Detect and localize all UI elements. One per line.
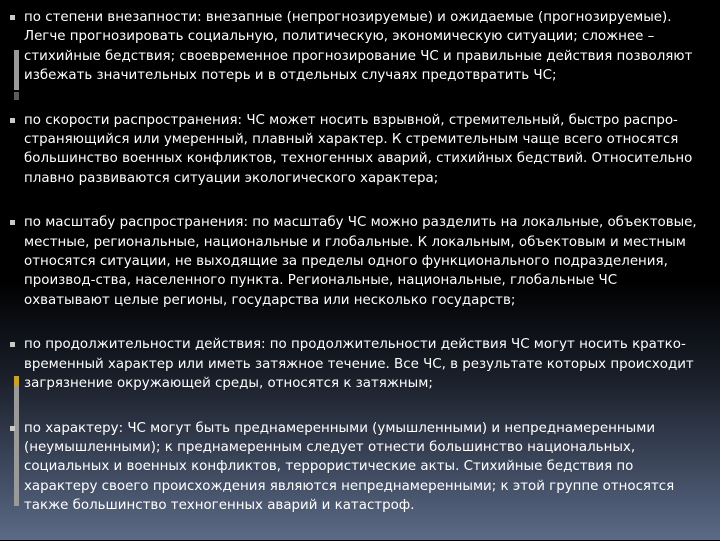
- bullet-item: [10, 335, 706, 393]
- bullet-text: по характеру: ЧС могут быть преднамеренными (умышленными) и непреднамеренными (неумышленными); к преднамеренным следует отнести большинство национальных, социальных и военных конфликтов, террористические акты. Стихийные бедствия по характеру своего происхождения являются непреднамеренными; к этой группе относятся также большинство техногенных аварий и катастроф.: [24, 420, 675, 514]
- bullet-text: по степени внезапности: внезапные (непрогнозируемые) и ожидаемые (прогнозируемые). Легче прогнозировать социальную, политическую, экономическую ситуации; сложнее – стихийные бедствия; своевременное прогнозирование ЧС и правильные действия позволяют избежать значительных потерь и в отдельных случаях предотвратить ЧС;: [24, 10, 693, 84]
- bullet-item: [10, 419, 706, 516]
- bullet-square-icon: [10, 342, 15, 347]
- slide-bullet-list: [10, 8, 706, 541]
- bullet-square-icon: [10, 426, 15, 431]
- bullet-text: по масштабу распространения: по масштабу ЧС можно разделить на локальные, объектовые, местные, региональные, национальные и глобальные. К локальным, объектовым и местным относятся ситуации, не выходящие за пределы одного функционального подразделения, производ-ства, населенного пункта. Региональные, национальные, глобальные ЧС охватывают целые регионы, государства или несколько государств;: [24, 215, 697, 308]
- bullet-text: по продолжительности действия: по продолжительности действия ЧС могут носить кратко-временный характер или иметь затяжное течение. Все ЧС, в результате которых происходит загрязнение окружающей среды, относятся к затяжным;: [24, 337, 694, 392]
- bullet-item: [10, 8, 706, 86]
- bullet-item: [10, 213, 706, 310]
- bullet-square-icon: [10, 15, 15, 20]
- bullet-square-icon: [10, 118, 15, 123]
- bullet-square-icon: [10, 220, 15, 225]
- bullet-item: [10, 111, 706, 189]
- bullet-text: по скорости распространения: ЧС может носить взрывной, стремительный, быстро распро-страняющийся или умеренный, плавный характер. К стремительным чаще всего относятся большинство военных конфликтов, техногенных аварий, стихийных бедствий. Относительно плавно развиваются ситуации экологического характера;: [24, 112, 693, 186]
